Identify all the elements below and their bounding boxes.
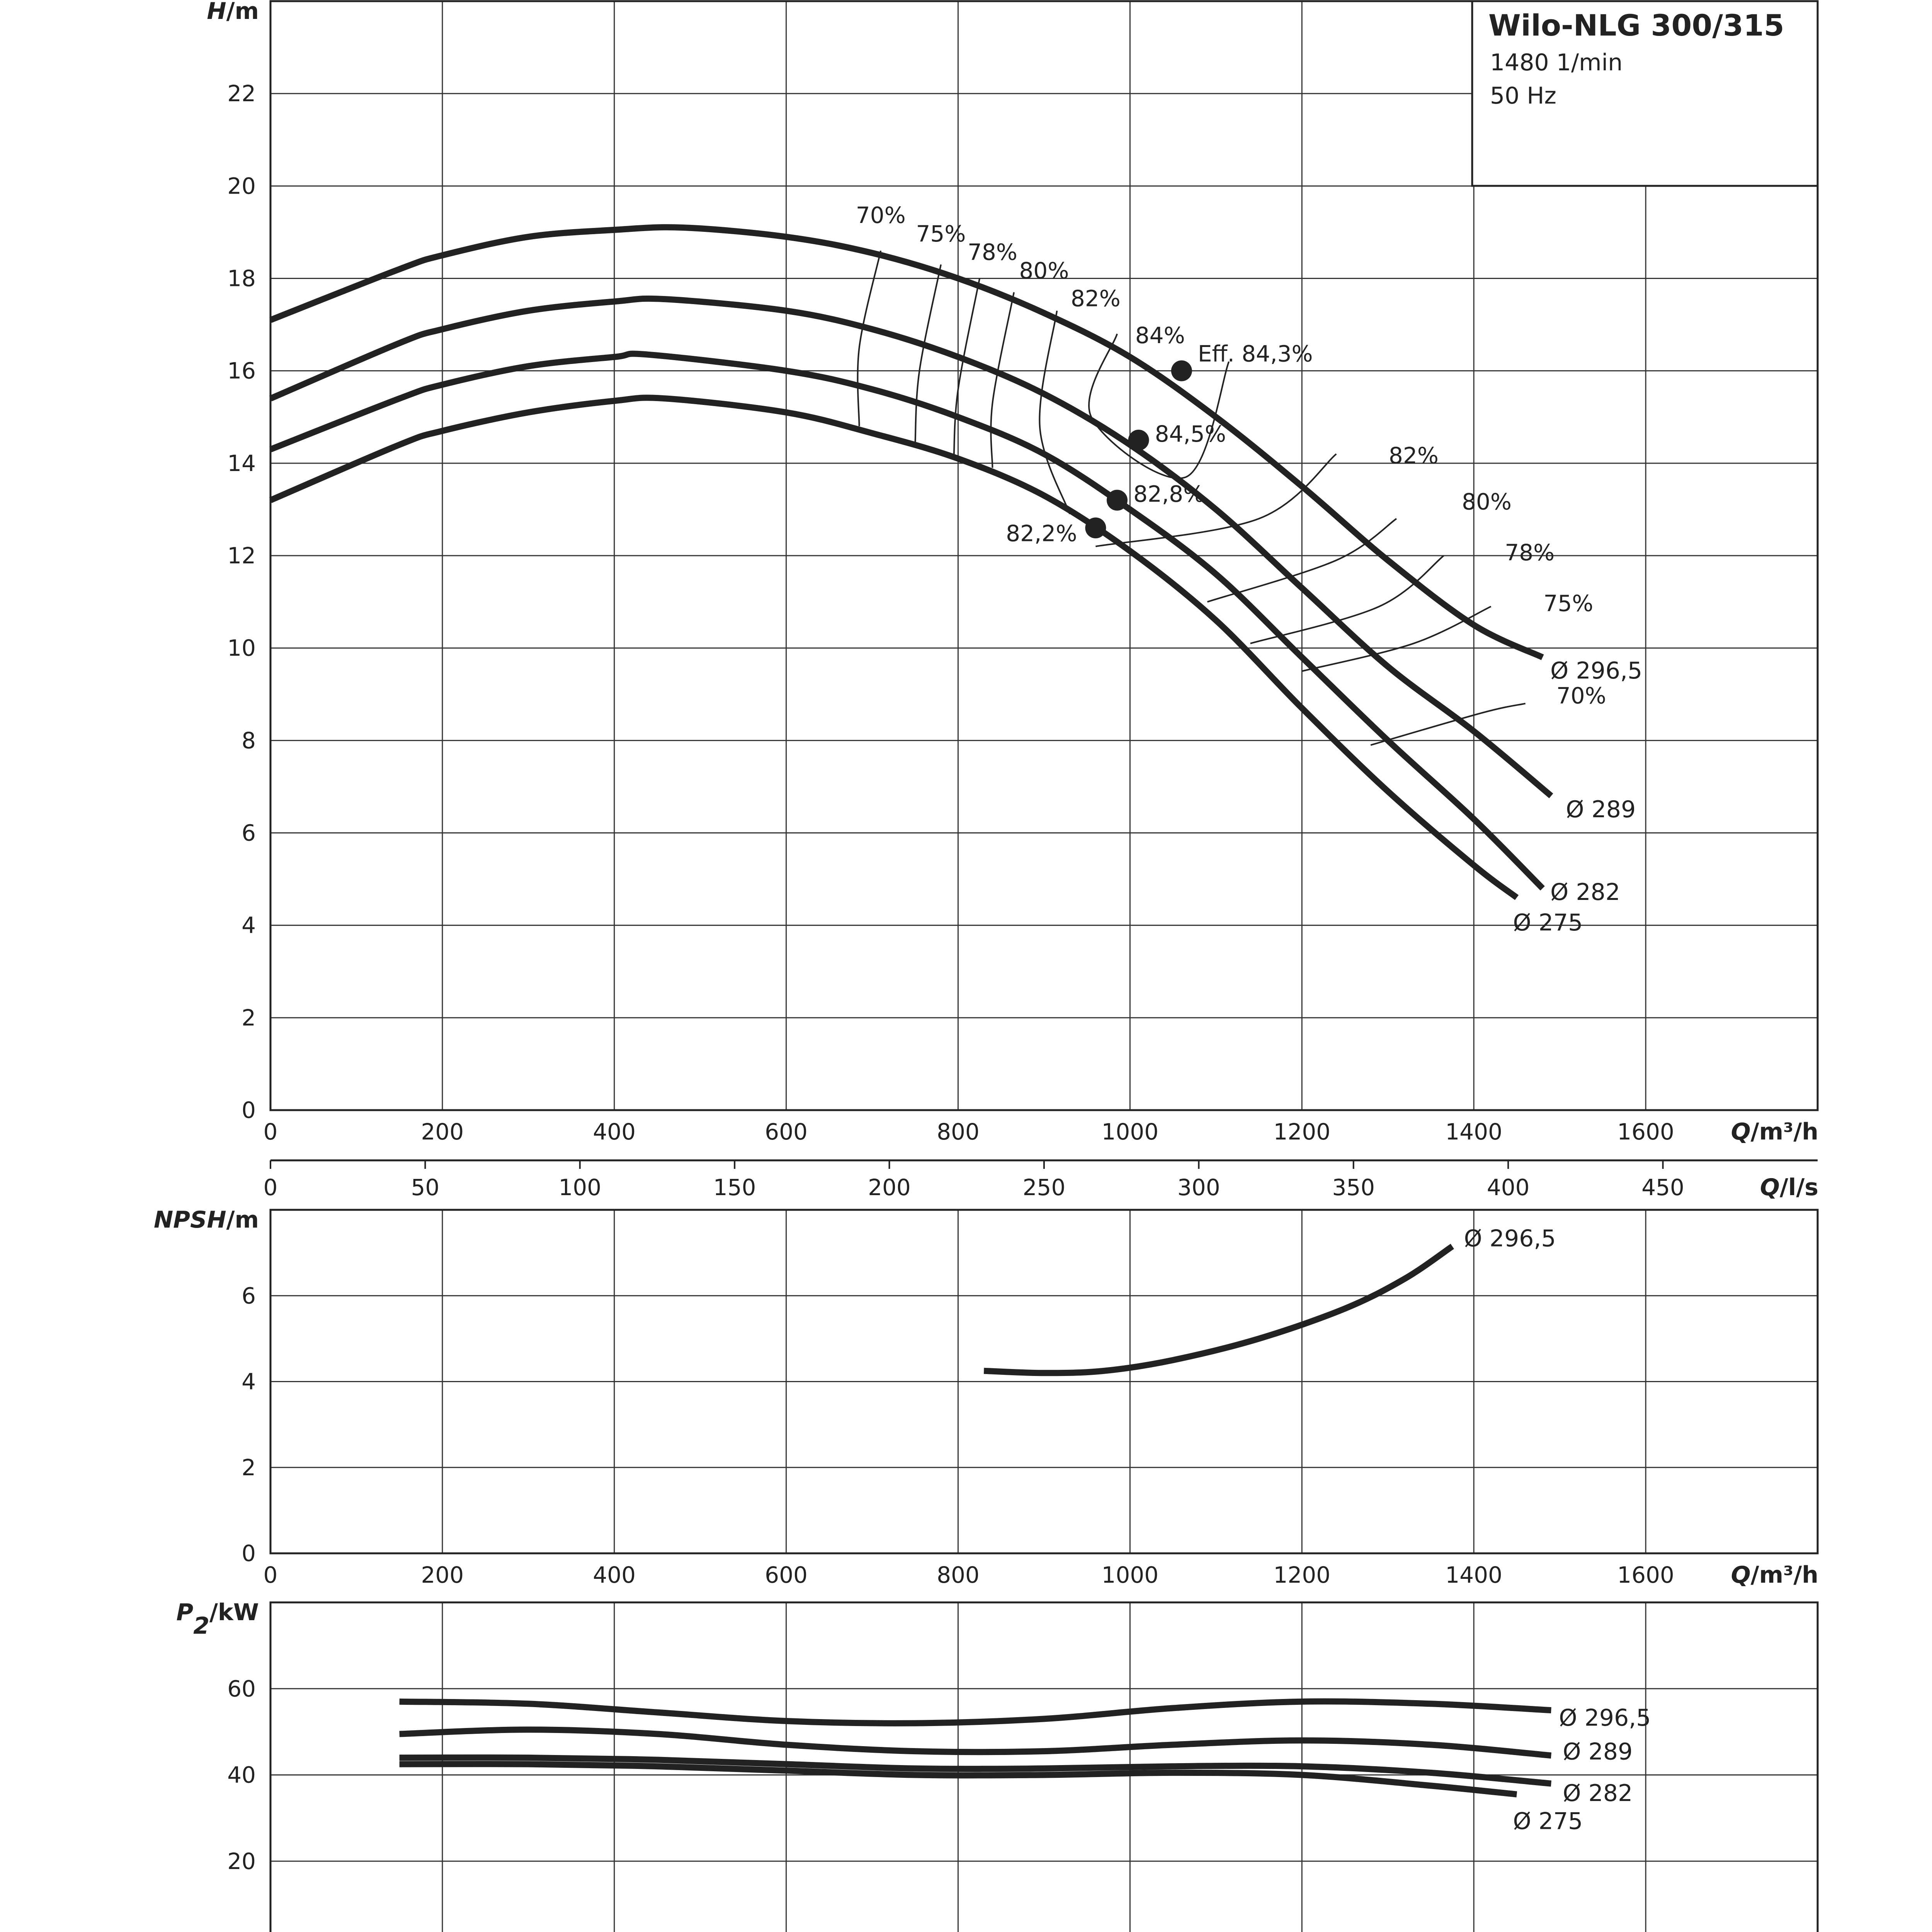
y-tick-label: 2 bbox=[242, 1004, 256, 1031]
ls-tick-label: 400 bbox=[1486, 1174, 1530, 1201]
model-title: Wilo-NLG 300/315 bbox=[1488, 8, 1784, 43]
ls-tick-label: 250 bbox=[1022, 1174, 1066, 1201]
series-label: Ø 289 bbox=[1563, 1738, 1633, 1765]
y-tick-label: 14 bbox=[227, 450, 256, 476]
x-tick-label: 0 bbox=[263, 1119, 278, 1145]
efficiency-label: 78% bbox=[1505, 539, 1555, 566]
y-axis-title: $P_2/kW$ bbox=[176, 1599, 259, 1639]
title-box bbox=[1472, 1, 1818, 186]
best-efficiency-point bbox=[1107, 490, 1128, 511]
efficiency-label: 70% bbox=[855, 202, 906, 228]
y-tick-label: 60 bbox=[227, 1675, 256, 1702]
series-label: Ø 275 bbox=[1513, 909, 1583, 936]
y-axis-title: NPSH/m bbox=[153, 1206, 259, 1233]
x-tick-label: 1000 bbox=[1101, 1119, 1159, 1145]
x-tick-label: 1400 bbox=[1445, 1562, 1503, 1588]
x-tick-label: 1400 bbox=[1445, 1119, 1503, 1145]
bep-label: Eff. 84,3% bbox=[1197, 340, 1313, 367]
series-label: Ø 296,5 bbox=[1550, 657, 1643, 685]
y-tick-label: 6 bbox=[242, 1282, 256, 1309]
series-label: Ø 282 bbox=[1550, 879, 1621, 906]
bep-label: 82,2% bbox=[1006, 520, 1077, 547]
y-tick-label: 0 bbox=[242, 1540, 256, 1566]
x-tick-label: 1200 bbox=[1273, 1119, 1331, 1145]
y-tick-label: 4 bbox=[242, 912, 256, 939]
y-tick-label: 0 bbox=[242, 1097, 256, 1123]
best-efficiency-point bbox=[1128, 430, 1149, 451]
best-efficiency-point bbox=[1171, 361, 1192, 381]
x-axis-title: Q/m³/h bbox=[1731, 1118, 1818, 1145]
efficiency-label: 82% bbox=[1071, 285, 1121, 312]
series-label: Ø 282 bbox=[1563, 1779, 1633, 1807]
y-tick-label: 40 bbox=[227, 1762, 256, 1788]
y-tick-label: 8 bbox=[242, 727, 256, 754]
y-tick-label: 16 bbox=[227, 357, 256, 384]
ls-tick-label: 0 bbox=[263, 1174, 278, 1201]
ls-tick-label: 100 bbox=[558, 1174, 602, 1201]
bep-label: 84,5% bbox=[1155, 421, 1226, 447]
x-tick-label: 800 bbox=[937, 1119, 980, 1145]
efficiency-label: 78% bbox=[968, 239, 1017, 265]
efficiency-label: 70% bbox=[1556, 682, 1606, 709]
ls-axis-title: Q/l/s bbox=[1760, 1174, 1818, 1201]
ls-tick-label: 200 bbox=[868, 1174, 911, 1201]
efficiency-label: 82% bbox=[1389, 442, 1439, 469]
y-tick-label: 2 bbox=[242, 1454, 256, 1481]
y-tick-label: 20 bbox=[227, 1848, 256, 1874]
x-tick-label: 0 bbox=[263, 1562, 278, 1588]
series-label: Ø 296,5 bbox=[1559, 1704, 1651, 1732]
series-label: Ø 289 bbox=[1566, 796, 1636, 823]
efficiency-label: 84% bbox=[1135, 322, 1185, 349]
x-tick-label: 600 bbox=[765, 1119, 808, 1145]
ls-tick-label: 350 bbox=[1332, 1174, 1375, 1201]
x-tick-label: 400 bbox=[593, 1119, 636, 1145]
ls-tick-label: 450 bbox=[1641, 1174, 1684, 1201]
y-tick-label: 12 bbox=[227, 543, 256, 569]
best-efficiency-point bbox=[1085, 517, 1106, 538]
frequency-label: 50 Hz bbox=[1490, 82, 1557, 109]
x-tick-label: 200 bbox=[421, 1119, 464, 1145]
bep-label: 82,8% bbox=[1133, 481, 1205, 507]
x-tick-label: 1200 bbox=[1273, 1562, 1331, 1588]
ls-tick-label: 150 bbox=[713, 1174, 756, 1201]
speed-label: 1480 1/min bbox=[1490, 49, 1623, 76]
x-axis-title: Q/m³/h bbox=[1731, 1561, 1818, 1588]
efficiency-label: 75% bbox=[1543, 590, 1594, 617]
efficiency-label: 75% bbox=[916, 220, 966, 247]
y-tick-label: 10 bbox=[227, 635, 256, 662]
y-axis-title: H/m bbox=[207, 0, 259, 25]
y-tick-label: 4 bbox=[242, 1368, 256, 1395]
x-tick-label: 1000 bbox=[1101, 1562, 1159, 1588]
efficiency-label: 80% bbox=[1462, 488, 1512, 515]
series-label: Ø 275 bbox=[1513, 1808, 1583, 1835]
x-tick-label: 1600 bbox=[1617, 1562, 1674, 1588]
y-tick-label: 22 bbox=[227, 80, 256, 107]
y-tick-label: 18 bbox=[227, 265, 256, 292]
y-tick-label: 20 bbox=[227, 173, 256, 199]
ls-tick-label: 300 bbox=[1177, 1174, 1220, 1201]
ls-tick-label: 50 bbox=[411, 1174, 440, 1201]
x-tick-label: 600 bbox=[765, 1562, 808, 1588]
x-tick-label: 800 bbox=[937, 1562, 980, 1588]
x-tick-label: 200 bbox=[421, 1562, 464, 1588]
series-label: Ø 296,5 bbox=[1464, 1225, 1556, 1252]
y-tick-label: 6 bbox=[242, 820, 256, 846]
x-tick-label: 1600 bbox=[1617, 1119, 1674, 1145]
efficiency-label: 80% bbox=[1019, 257, 1069, 284]
x-tick-label: 400 bbox=[593, 1562, 636, 1588]
